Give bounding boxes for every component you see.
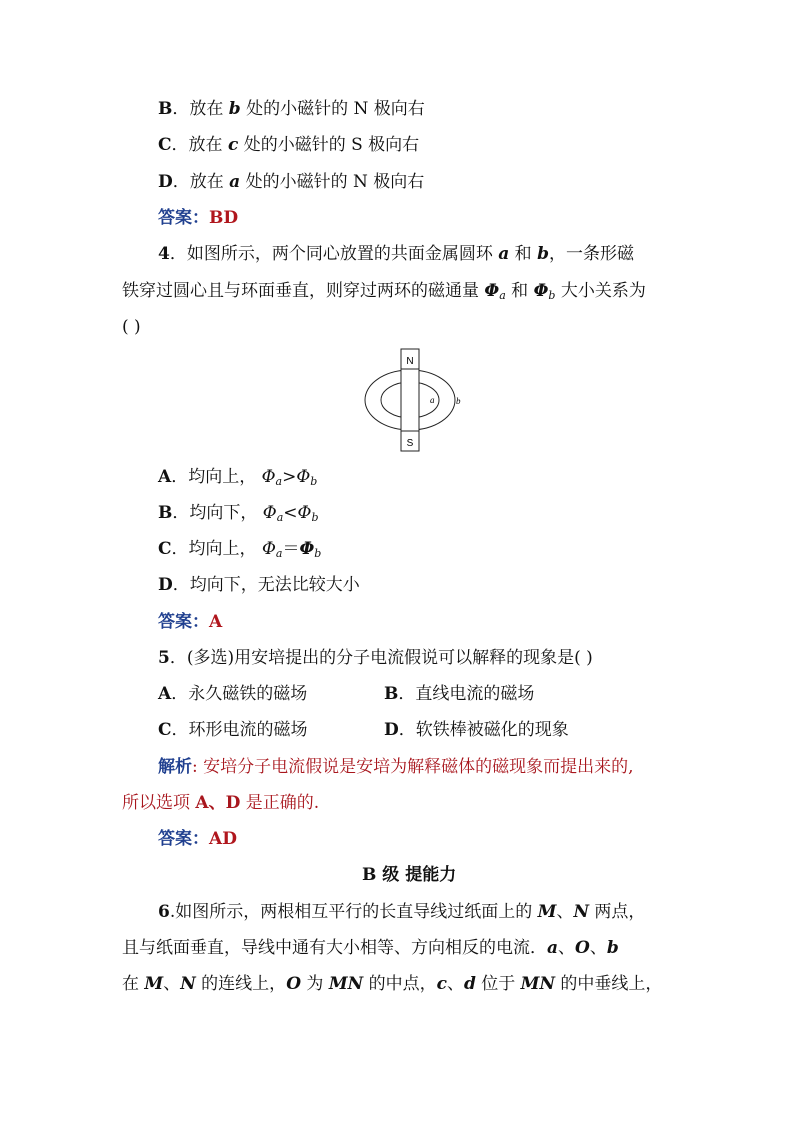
q3-answer: 答案：BD <box>158 208 239 228</box>
label-ring-b: b <box>456 396 461 406</box>
q5-options-row1 <box>158 682 678 706</box>
label-ring-a: a <box>430 395 435 405</box>
q4-option-d: D．均向下，无法比较大小 <box>158 575 360 595</box>
q4-option-a: A．均向上， $\Phi_a>\Phi_b$ <box>158 467 318 488</box>
q6-stem-line3: 在 M、N 的连线上，O 为 MN 的中点，c、d 位于 MN 的中垂线上， <box>122 974 663 994</box>
bar-magnet-mid <box>401 361 419 439</box>
q3-option-d: D．放在 a 处的小磁针的 N 极向右 <box>158 172 425 192</box>
q5-analysis-line1: 解析: 安培分子电流假说是安培为解释磁体的磁现象而提出来的, <box>158 757 634 777</box>
q4-answer: 答案：A <box>158 612 223 632</box>
q4-option-c: C．均向上， $\Phi_a=\Phi_b$ <box>158 539 322 560</box>
section-heading: B 级 提能力 <box>362 865 457 885</box>
ring-magnet-figure <box>360 345 470 455</box>
q4-stem-line2: 铁穿过圆心且与环面垂直，则穿过两环的磁通量 $\Phi_a$ 和 $\Phi_b$ 大小关系为 <box>122 281 646 302</box>
q3-option-b: B．放在 b 处的小磁针的 N 极向右 <box>158 99 425 119</box>
q4-option-b: B．均向下， $\Phi_a<\Phi_b$ <box>158 503 319 524</box>
q5-option-a: A．永久磁铁的磁场 <box>158 684 308 704</box>
q5-answer: 答案：AD <box>158 829 237 849</box>
label-north: N <box>406 356 414 367</box>
q5-analysis-line2: 所以选项 A、D 是正确的. <box>122 793 320 813</box>
q3-option-c: C．放在 c 处的小磁针的 S 极向右 <box>158 135 420 155</box>
q6-stem-line2: 且与纸面垂直，导线中通有大小相等、方向相反的电流．a、O、b <box>122 938 619 958</box>
q5-options-row2 <box>158 718 678 742</box>
q5-option-c: C．环形电流的磁场 <box>158 720 308 740</box>
q4-stem-line1: 4．如图所示，两个同心放置的共面金属圆环 a 和 b，一条形磁 <box>158 244 634 264</box>
q5-option-d: D．软铁棒被磁化的现象 <box>384 720 569 740</box>
q6-stem-line1: 6.如图所示，两根相互平行的长直导线过纸面上的 M、N 两点， <box>158 902 646 922</box>
q4-answer-paren: ( ) <box>122 317 141 337</box>
q5-stem: 5．(多选)用安培提出的分子电流假说可以解释的现象是( ) <box>158 648 593 668</box>
label-south: S <box>406 438 414 449</box>
q5-option-b: B．直线电流的磁场 <box>384 684 535 704</box>
